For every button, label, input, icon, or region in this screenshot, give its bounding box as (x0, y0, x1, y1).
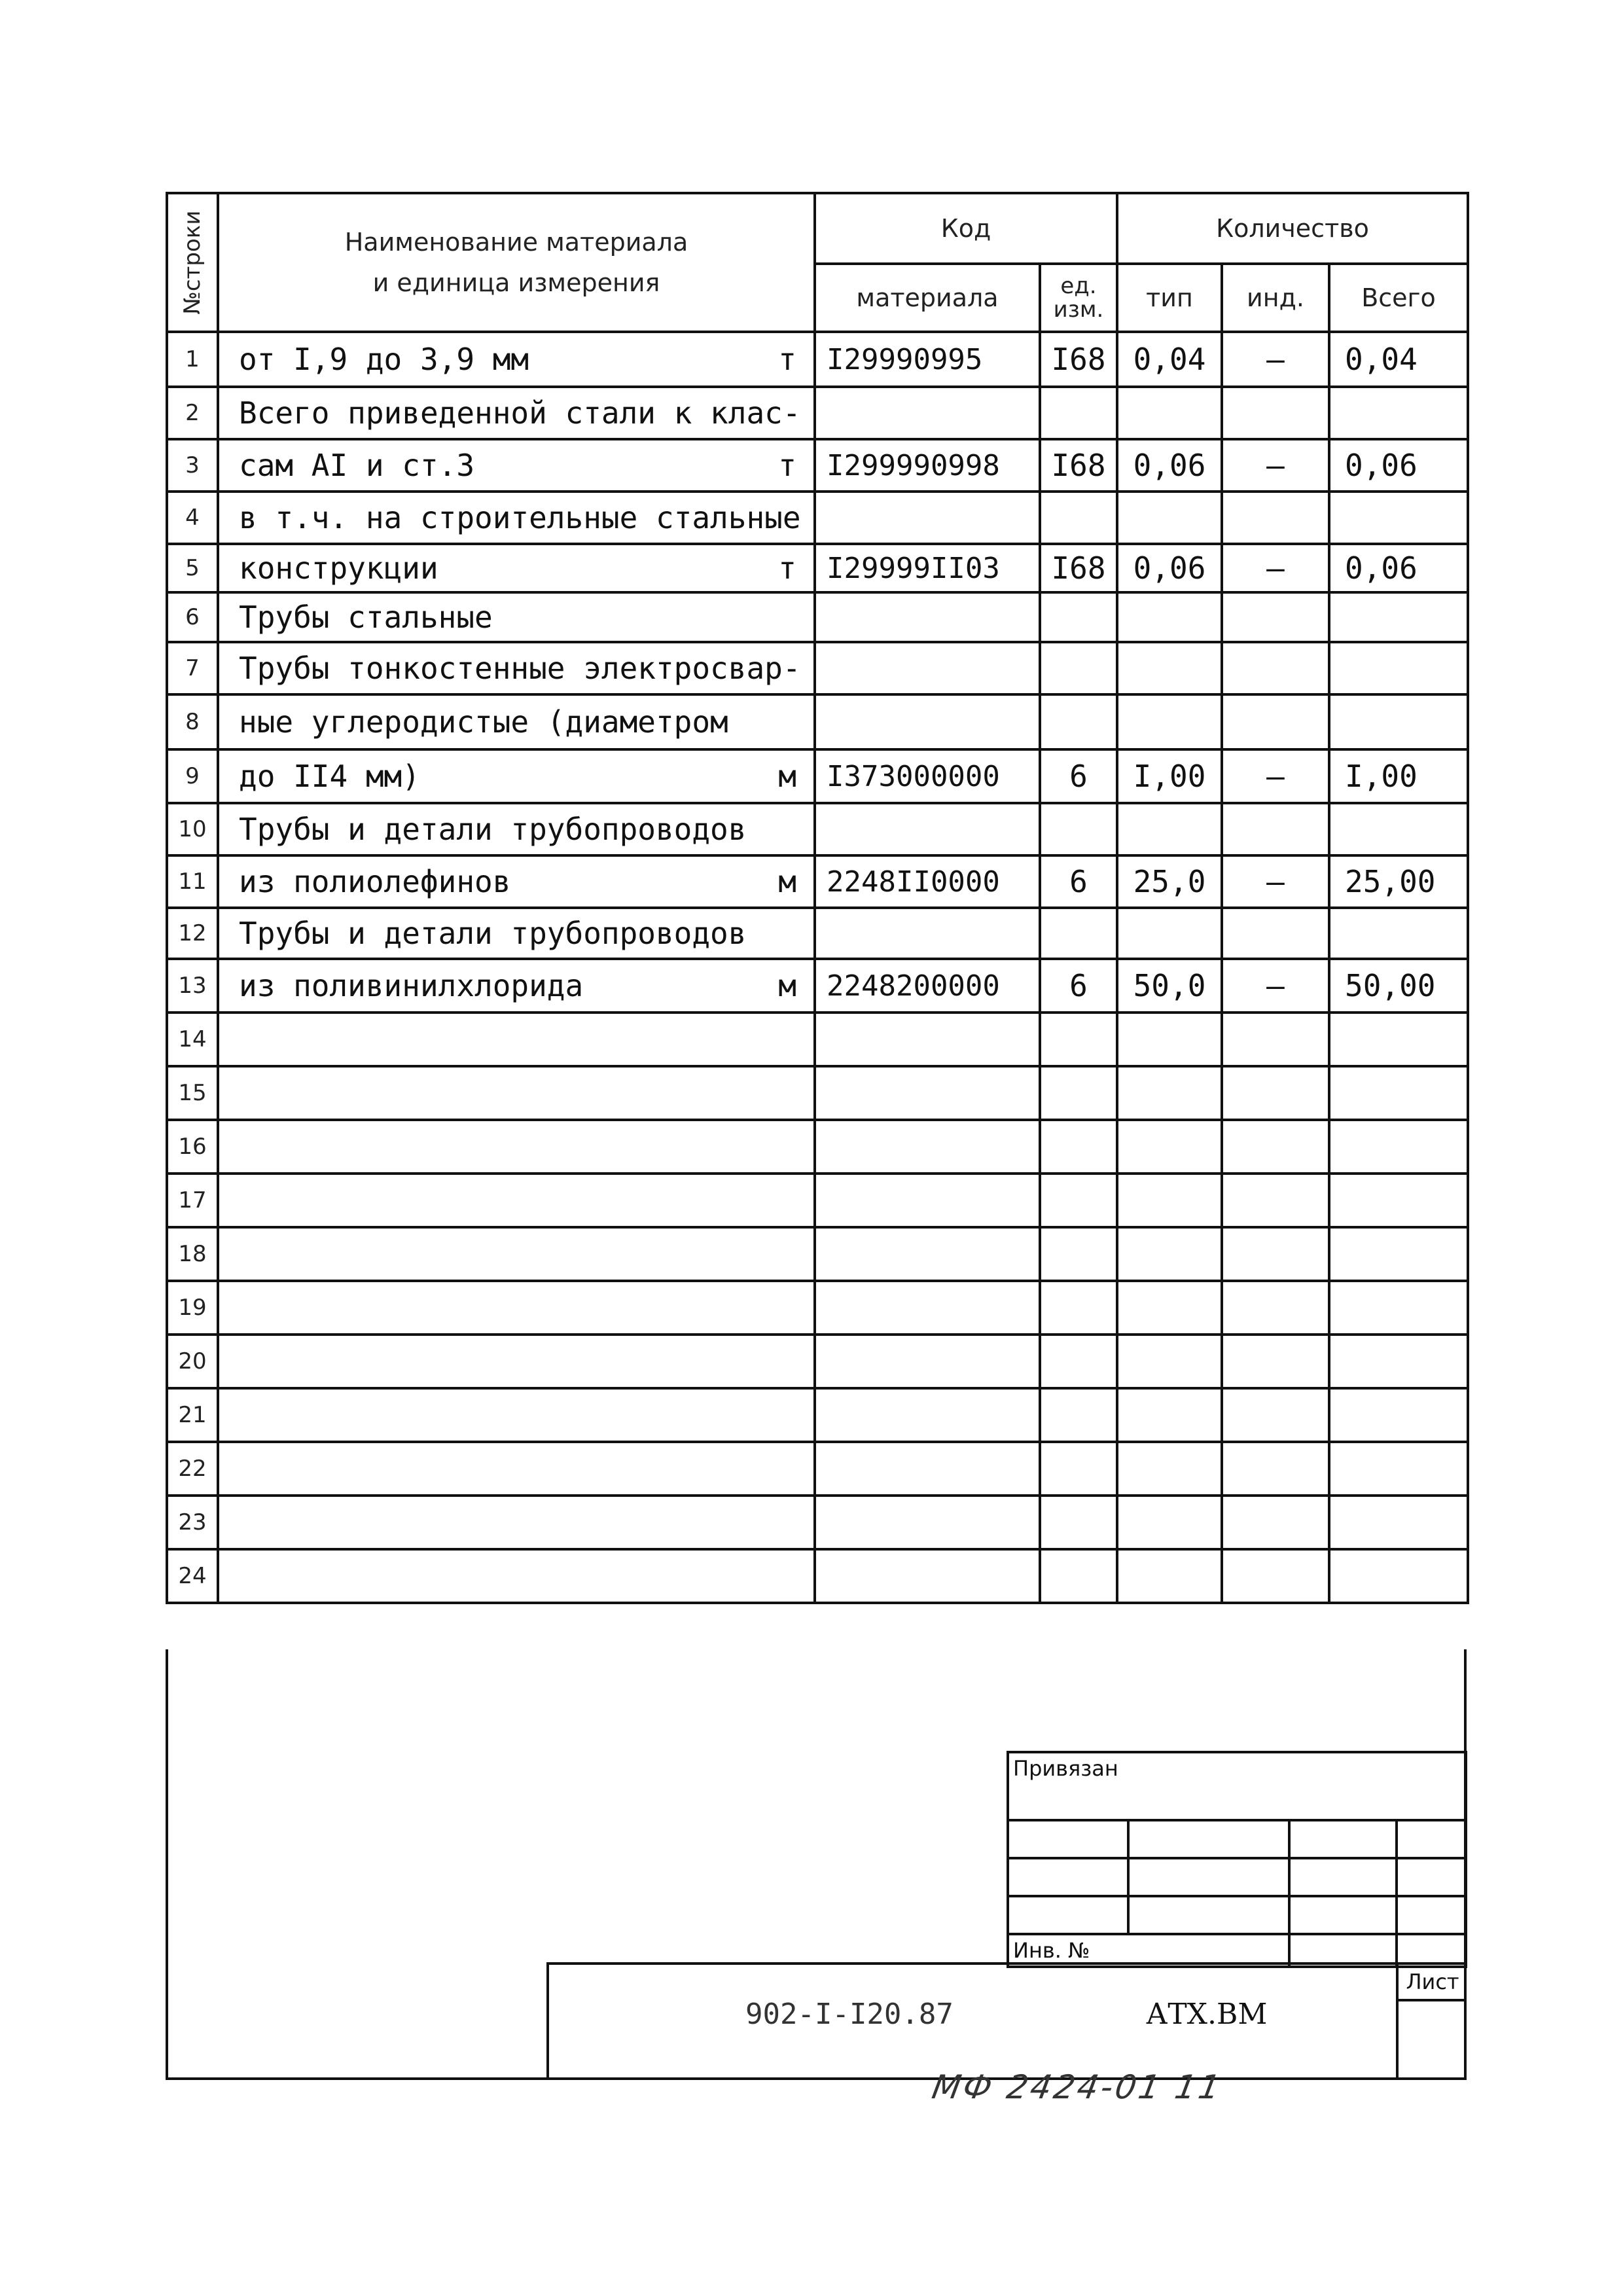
qty-type: 0,06 (1117, 544, 1222, 592)
table-row (167, 1335, 1468, 1388)
unit-code (1040, 1281, 1117, 1335)
unit-code: I68 (1040, 332, 1117, 387)
material-unit: м (778, 864, 796, 899)
row-number: 10 (167, 803, 218, 855)
qty-ind (1222, 1496, 1329, 1549)
unit-code: 6 (1040, 959, 1117, 1013)
material-code (815, 1227, 1040, 1281)
qty-type (1117, 642, 1222, 694)
table-row (167, 1174, 1468, 1227)
material-name (218, 439, 815, 492)
qty-ind: – (1222, 439, 1329, 492)
sheet-cell (1396, 1965, 1467, 2080)
header-quantity: Количество (1117, 193, 1468, 264)
table-row (167, 492, 1468, 544)
qty-type (1117, 1335, 1222, 1388)
table-row (167, 1496, 1468, 1549)
row-number: 24 (167, 1549, 218, 1603)
unit-code (1040, 1120, 1117, 1174)
material-name (218, 1442, 815, 1496)
material-name-text: Трубы стальные (239, 600, 493, 635)
qty-ind (1222, 387, 1329, 439)
qty-type: 0,06 (1117, 439, 1222, 492)
qty-ind (1222, 1066, 1329, 1120)
material-name (218, 908, 815, 959)
material-unit: т (778, 342, 796, 377)
unit-code (1040, 592, 1117, 642)
material-name (218, 1227, 815, 1281)
material-name-text: в т.ч. на строительные стальные (239, 500, 801, 535)
material-unit: т (778, 448, 796, 483)
material-code (815, 1174, 1040, 1227)
unit-code (1040, 1496, 1117, 1549)
qty-ind: – (1222, 332, 1329, 387)
qty-ind (1222, 1174, 1329, 1227)
table-row (167, 544, 1468, 592)
qty-total (1329, 642, 1468, 694)
unit-code (1040, 1013, 1117, 1066)
material-name (218, 1174, 815, 1227)
material-name (218, 855, 815, 908)
qty-total: 0,06 (1329, 439, 1468, 492)
qty-ind (1222, 1549, 1329, 1603)
material-name (218, 387, 815, 439)
material-name (218, 694, 815, 749)
row-number: 13 (167, 959, 218, 1013)
material-name-text: конструкции (239, 550, 438, 586)
qty-total: 0,06 (1329, 544, 1468, 592)
unit-code (1040, 1174, 1117, 1227)
row-number: 12 (167, 908, 218, 959)
material-name-text: Всего приведенной стали к клас- (239, 395, 801, 431)
unit-code: 6 (1040, 855, 1117, 908)
qty-type (1117, 694, 1222, 749)
qty-type: 50,0 (1117, 959, 1222, 1013)
qty-total (1329, 1227, 1468, 1281)
material-name-text: Трубы и детали трубопроводов (239, 812, 747, 847)
qty-ind (1222, 492, 1329, 544)
row-number: 17 (167, 1174, 218, 1227)
drawing-code: АТХ.ВМ (1146, 1998, 1268, 2031)
material-name (218, 1013, 815, 1066)
material-name (218, 749, 815, 803)
row-number: 15 (167, 1066, 218, 1120)
qty-total (1329, 1013, 1468, 1066)
row-number: 2 (167, 387, 218, 439)
qty-type (1117, 1066, 1222, 1120)
qty-type: I,00 (1117, 749, 1222, 803)
header-name-line2: и единица измерения (372, 268, 660, 297)
material-name-text: от I,9 до 3,9 мм (239, 342, 529, 377)
table-row (167, 592, 1468, 642)
header-name (218, 193, 815, 332)
unit-code (1040, 1549, 1117, 1603)
header-code-unit: ед. изм. (1040, 264, 1117, 332)
table-row (167, 1549, 1468, 1603)
qty-ind (1222, 1335, 1329, 1388)
qty-ind (1222, 803, 1329, 855)
header-code-material: материала (815, 264, 1040, 332)
table-row (167, 1227, 1468, 1281)
row-number: 5 (167, 544, 218, 592)
qty-total (1329, 1549, 1468, 1603)
qty-type (1117, 1388, 1222, 1442)
unit-code (1040, 1335, 1117, 1388)
qty-ind (1222, 1281, 1329, 1335)
table-row (167, 749, 1468, 803)
unit-code (1040, 1388, 1117, 1442)
qty-total (1329, 387, 1468, 439)
materials-table (166, 192, 1469, 1604)
material-code (815, 908, 1040, 959)
material-name (218, 492, 815, 544)
material-name-text: из поливинилхлорида (239, 968, 584, 1003)
row-number: 14 (167, 1013, 218, 1066)
material-code (815, 642, 1040, 694)
unit-code (1040, 1066, 1117, 1120)
material-code (815, 1442, 1040, 1496)
table-row (167, 1013, 1468, 1066)
qty-ind: – (1222, 544, 1329, 592)
material-code (815, 1066, 1040, 1120)
qty-total (1329, 803, 1468, 855)
table-row (167, 1442, 1468, 1496)
qty-type (1117, 1174, 1222, 1227)
table-row (167, 694, 1468, 749)
unit-code (1040, 642, 1117, 694)
qty-type (1117, 1013, 1222, 1066)
material-name (218, 1496, 815, 1549)
qty-type (1117, 1549, 1222, 1603)
qty-total: 50,00 (1329, 959, 1468, 1013)
row-number: 16 (167, 1120, 218, 1174)
qty-type (1117, 492, 1222, 544)
qty-type: 25,0 (1117, 855, 1222, 908)
qty-total: 0,04 (1329, 332, 1468, 387)
qty-type (1117, 1227, 1222, 1281)
material-code (815, 387, 1040, 439)
material-code: 2248200000 (815, 959, 1040, 1013)
row-number: 19 (167, 1281, 218, 1335)
unit-code (1040, 1227, 1117, 1281)
material-name (218, 1120, 815, 1174)
qty-type (1117, 592, 1222, 642)
unit-code (1040, 908, 1117, 959)
qty-total (1329, 1442, 1468, 1496)
material-code: I29999II03 (815, 544, 1040, 592)
material-name (218, 1388, 815, 1442)
row-number: 4 (167, 492, 218, 544)
material-code (815, 1388, 1040, 1442)
table-row (167, 642, 1468, 694)
qty-ind: – (1222, 855, 1329, 908)
row-number: 20 (167, 1335, 218, 1388)
row-number: 7 (167, 642, 218, 694)
qty-total: 25,00 (1329, 855, 1468, 908)
material-code (815, 592, 1040, 642)
binding-stamp (1007, 1751, 1467, 1968)
table-row (167, 332, 1468, 387)
row-number: 6 (167, 592, 218, 642)
material-code (815, 1335, 1040, 1388)
table-row (167, 1066, 1468, 1120)
header-qty-type: тип (1117, 264, 1222, 332)
material-name (218, 332, 815, 387)
material-name (218, 642, 815, 694)
qty-total (1329, 1174, 1468, 1227)
unit-code: 6 (1040, 749, 1117, 803)
qty-ind: – (1222, 959, 1329, 1013)
qty-total (1329, 1335, 1468, 1388)
material-name (218, 803, 815, 855)
qty-total (1329, 1066, 1468, 1120)
material-code (815, 1549, 1040, 1603)
project-designation: 902-I-I20.87 (745, 1998, 954, 2031)
material-code: I373000000 (815, 749, 1040, 803)
material-code (815, 1281, 1040, 1335)
material-name-text: ные углеродистые (диаметром (239, 704, 728, 740)
stamp-inv-label: Инв. № (1008, 1934, 1289, 1967)
row-number: 21 (167, 1388, 218, 1442)
header-qty-total: Всего (1329, 264, 1468, 332)
qty-ind: – (1222, 749, 1329, 803)
row-number: 3 (167, 439, 218, 492)
material-code (815, 1496, 1040, 1549)
table-body (167, 332, 1468, 1603)
row-number: 18 (167, 1227, 218, 1281)
header-code: Код (815, 193, 1117, 264)
row-number: 1 (167, 332, 218, 387)
material-name (218, 1066, 815, 1120)
material-name-text: сам AI и ст.3 (239, 448, 475, 483)
qty-total (1329, 1120, 1468, 1174)
table-row (167, 1388, 1468, 1442)
qty-ind (1222, 1388, 1329, 1442)
unit-code (1040, 492, 1117, 544)
qty-total (1329, 492, 1468, 544)
row-number: 22 (167, 1442, 218, 1496)
unit-code: I68 (1040, 439, 1117, 492)
table-row (167, 387, 1468, 439)
qty-total: I,00 (1329, 749, 1468, 803)
material-name (218, 592, 815, 642)
title-block (546, 1962, 1467, 2080)
handwritten-note: МФ 2424-01 11 (929, 2068, 1226, 2106)
material-code: 2248II0000 (815, 855, 1040, 908)
qty-ind (1222, 1120, 1329, 1174)
qty-type (1117, 908, 1222, 959)
material-name (218, 1281, 815, 1335)
qty-ind (1222, 592, 1329, 642)
material-code (815, 492, 1040, 544)
sheet-label: Лист (1399, 1965, 1467, 2001)
material-code (815, 1120, 1040, 1174)
qty-type (1117, 1281, 1222, 1335)
material-name-text: Трубы тонкостенные электросвар- (239, 651, 801, 686)
material-name (218, 959, 815, 1013)
table-row (167, 908, 1468, 959)
qty-type (1117, 387, 1222, 439)
qty-type (1117, 1496, 1222, 1549)
material-code: I29990995 (815, 332, 1040, 387)
unit-code (1040, 694, 1117, 749)
row-number: 23 (167, 1496, 218, 1549)
material-name (218, 544, 815, 592)
table-row (167, 1120, 1468, 1174)
stamp-bound-label: Привязан (1008, 1752, 1466, 1820)
material-unit: м (778, 968, 796, 1003)
table-row (167, 855, 1468, 908)
qty-ind (1222, 1442, 1329, 1496)
material-code: I299990998 (815, 439, 1040, 492)
header-name-line1: Наименование материала (344, 228, 688, 257)
material-name (218, 1549, 815, 1603)
qty-total (1329, 1281, 1468, 1335)
qty-type (1117, 803, 1222, 855)
qty-ind (1222, 1227, 1329, 1281)
row-number: 8 (167, 694, 218, 749)
qty-ind (1222, 642, 1329, 694)
qty-ind (1222, 694, 1329, 749)
qty-total (1329, 908, 1468, 959)
header-row-number: №строки (167, 193, 218, 332)
qty-total (1329, 1388, 1468, 1442)
qty-total (1329, 694, 1468, 749)
unit-code (1040, 387, 1117, 439)
qty-total (1329, 1496, 1468, 1549)
table-row (167, 439, 1468, 492)
qty-total (1329, 592, 1468, 642)
material-name-text: Трубы и детали трубопроводов (239, 916, 747, 951)
unit-code (1040, 803, 1117, 855)
qty-type (1117, 1120, 1222, 1174)
material-code (815, 1013, 1040, 1066)
table-row (167, 959, 1468, 1013)
table-row (167, 803, 1468, 855)
material-name (218, 1335, 815, 1388)
material-name-text: до II4 мм) (239, 759, 420, 794)
material-unit: т (778, 550, 796, 586)
qty-ind (1222, 1013, 1329, 1066)
material-name-text: из полиолефинов (239, 864, 511, 899)
header-qty-ind: инд. (1222, 264, 1329, 332)
material-unit: м (778, 759, 796, 794)
unit-code: I68 (1040, 544, 1117, 592)
row-number: 9 (167, 749, 218, 803)
qty-type (1117, 1442, 1222, 1496)
row-number: 11 (167, 855, 218, 908)
unit-code (1040, 1442, 1117, 1496)
material-code (815, 694, 1040, 749)
material-code (815, 803, 1040, 855)
table-row (167, 1281, 1468, 1335)
qty-type: 0,04 (1117, 332, 1222, 387)
qty-ind (1222, 908, 1329, 959)
